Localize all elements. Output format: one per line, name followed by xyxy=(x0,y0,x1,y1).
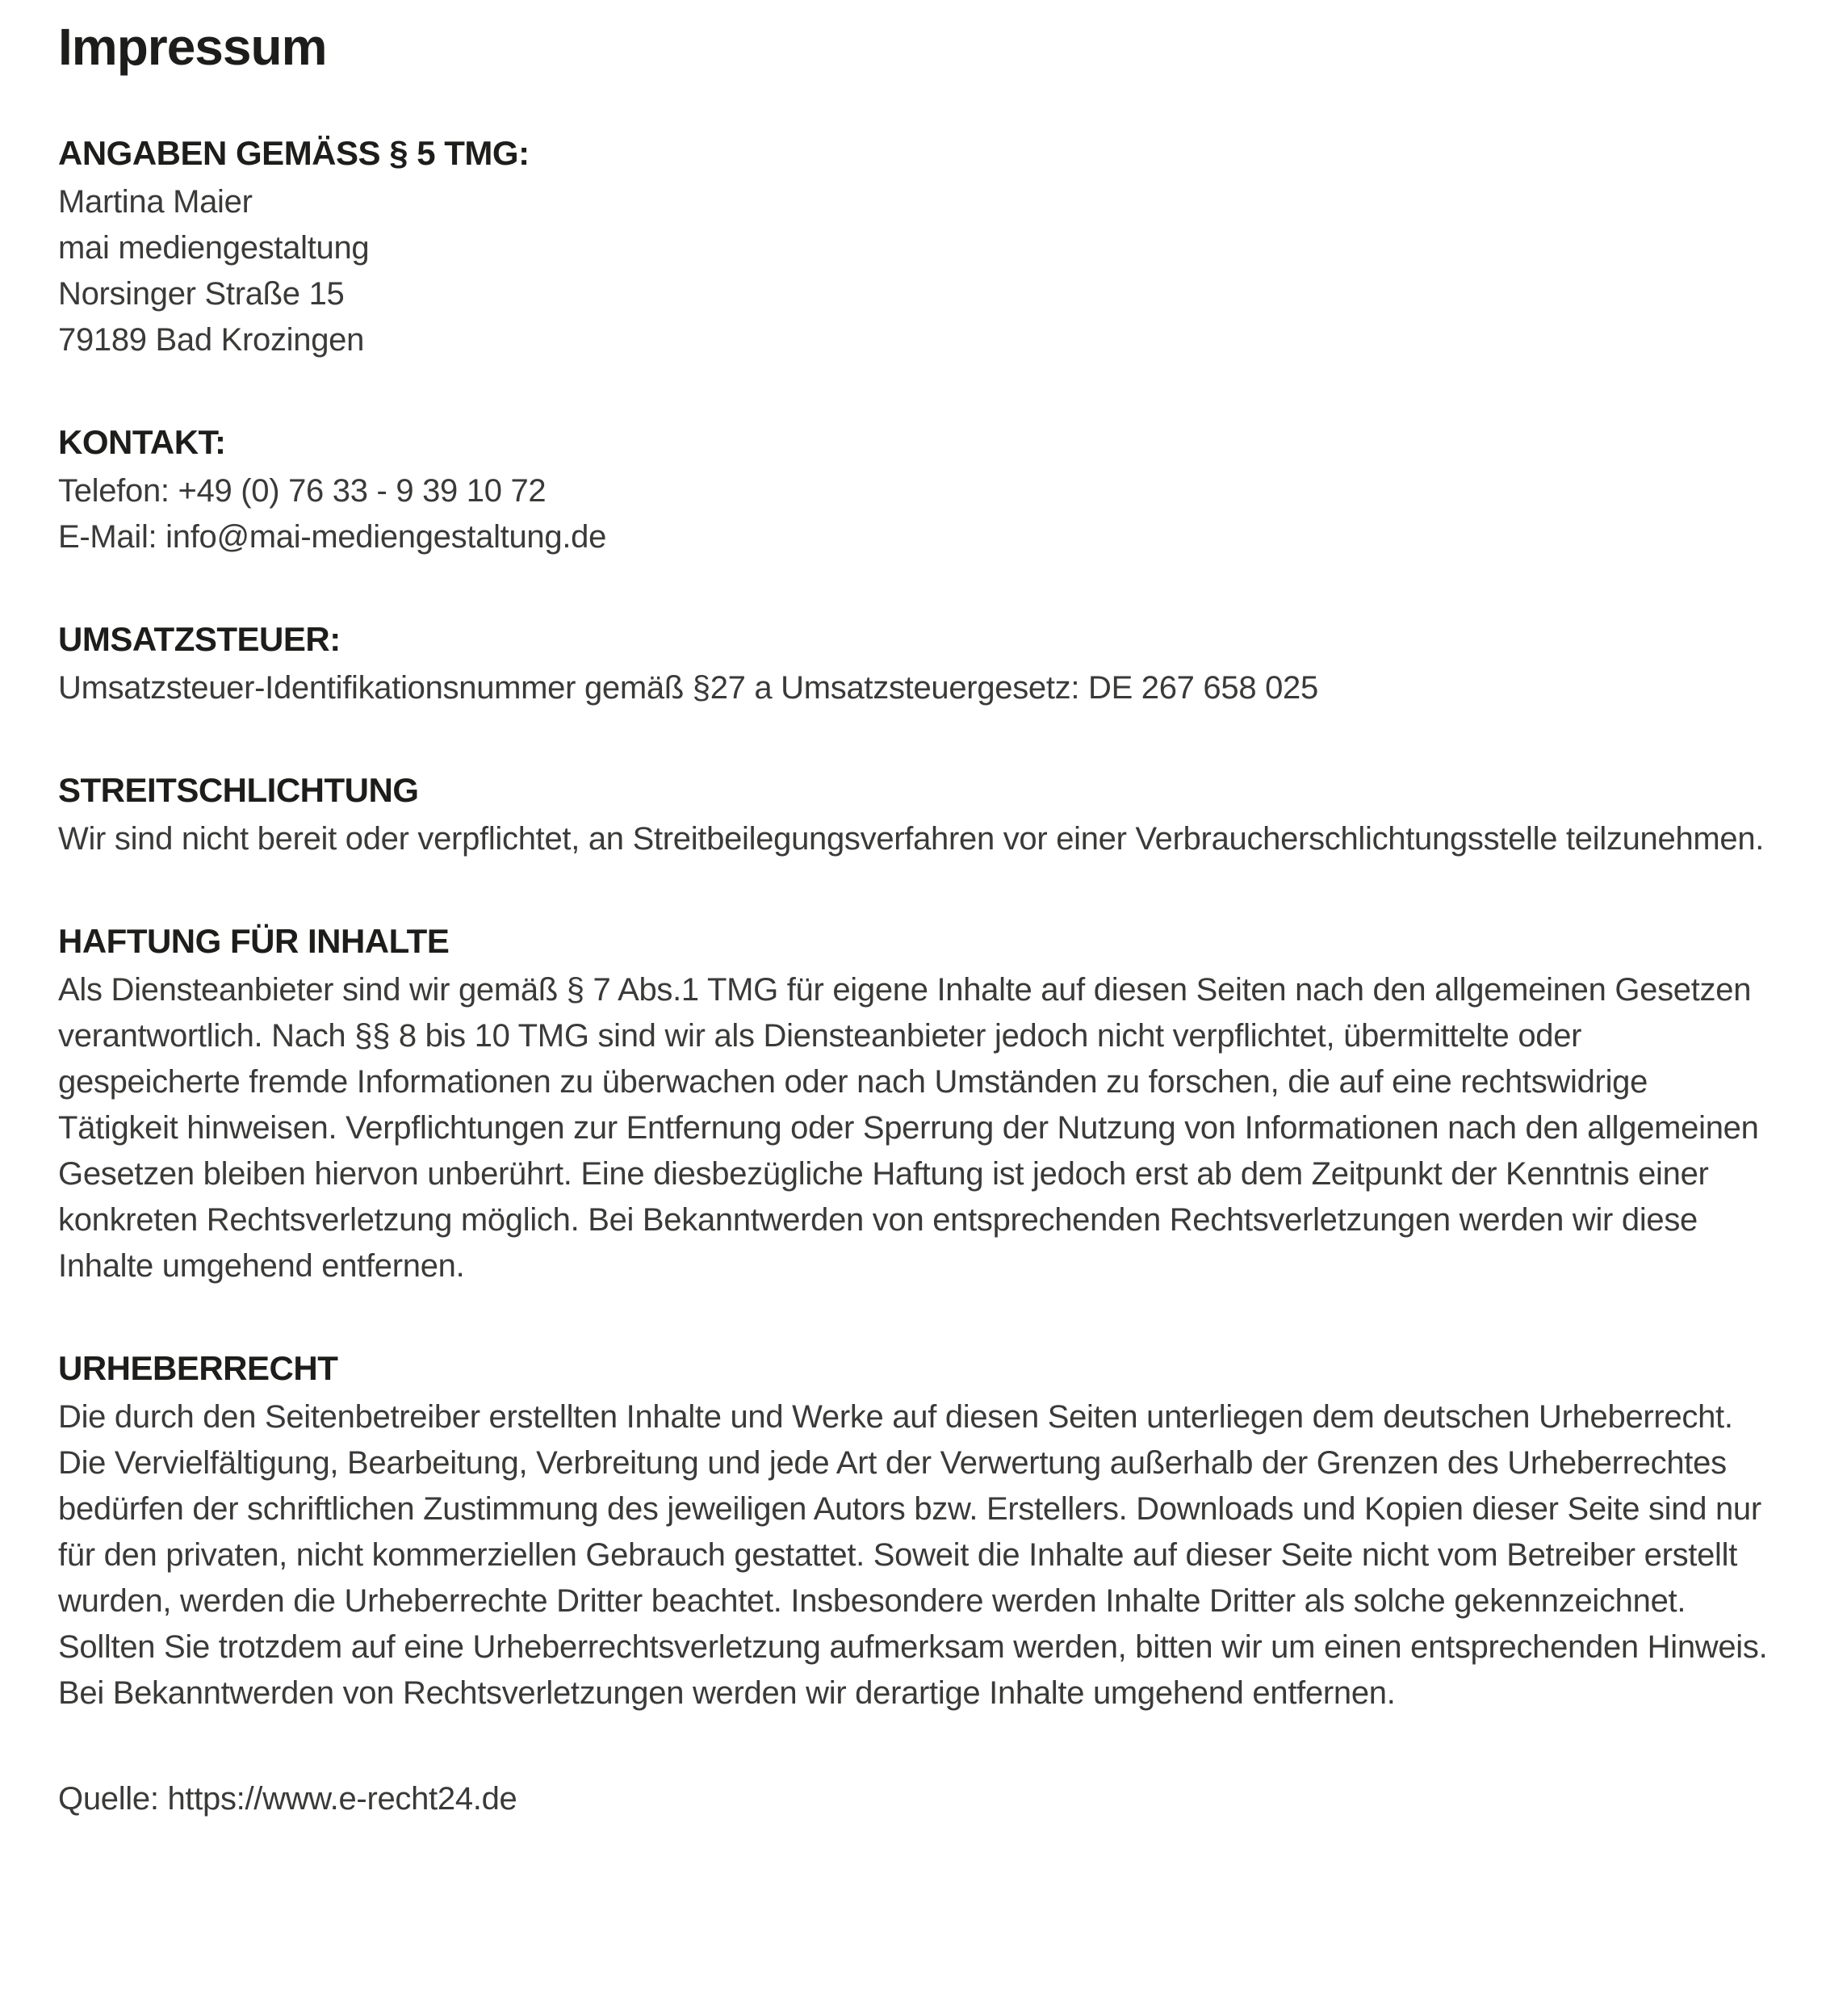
section-heading-angaben-tmg: ANGABEN GEMÄSS § 5 TMG: xyxy=(58,134,530,172)
company-name: mai mediengestaltung xyxy=(58,230,370,266)
section-urheberrecht xyxy=(58,1349,1769,1716)
section-haftung-fuer-inhalte xyxy=(58,922,1769,1289)
section-umsatzsteuer xyxy=(58,620,1769,711)
source-note: Quelle: https://www.e-recht24.de xyxy=(58,1781,517,1817)
haftung-paragraph: Als Diensteanbieter sind wir gemäß § 7 Abs.1 TMG für eigene Inhalte auf diesen Seiten nach den allgemeinen Gesetzen verantwortlich. Nach §§ 8 bis 10 TMG sind wir als Diensteanbieter jedoch nicht verpflichtet, übermittelte oder gespeicherte fremde Informationen zu überwachen oder nach Umständen zu forschen, die auf eine rechtswidrige Tätigkeit hinweisen. Verpflichtungen zur Entfernung oder Sperrung der Nutzung von Informationen nach den allgemeinen Gesetzen bleiben hiervon unberührt. Eine diesbezügliche Haftung ist jedoch erst ab dem Zeitpunkt der Kenntnis einer konkreten Rechtsverletzung möglich. Bei Bekanntwerden von entsprechenden Rechtsverletzungen werden wir diese Inhalte umgehend entfernen. xyxy=(58,972,1759,1284)
city-address: 79189 Bad Krozingen xyxy=(58,322,365,358)
streitschlichtung-paragraph: Wir sind nicht bereit oder verpflichtet, an Streitbeilegungsverfahren vor einer Verbraucherschlichtungsstelle teilzunehmen. xyxy=(58,821,1765,857)
section-heading-kontakt: KONTAKT: xyxy=(58,423,226,461)
section-heading-umsatzsteuer: UMSATZSTEUER: xyxy=(58,620,341,658)
phone-line: Telefon: +49 (0) 76 33 - 9 39 10 72 xyxy=(58,473,547,509)
section-kontakt xyxy=(58,423,1769,560)
section-streitschlichtung xyxy=(58,771,1769,862)
vat-id-line: Umsatzsteuer-Identifikationsnummer gemäß §27 a Umsatzsteuergesetz: DE 267 658 025 xyxy=(58,670,1318,706)
section-angaben-tmg xyxy=(58,134,1769,363)
provider-name: Martina Maier xyxy=(58,184,253,220)
section-heading-haftung: HAFTUNG FÜR INHALTE xyxy=(58,922,450,960)
urheberrecht-paragraph: Die durch den Seitenbetreiber erstellten Inhalte und Werke auf diesen Seiten unterliegen dem deutschen Urheberrecht. Die Vervielfältigung, Bearbeitung, Verbreitung und jede Art der Verwertung außerhalb der Grenzen des Urheberrechtes bedürfen der schriftlichen Zustimmung des jeweiligen Autors bzw. Erstellers. Downloads und Kopien dieser Seite sind nur für den privaten, nicht kommerziellen Gebrauch gestattet. Soweit die Inhalte auf dieser Seite nicht vom Betreiber erstellt wurden, werden die Urheberrechte Dritter beachtet. Insbesondere werden Inhalte Dritter als solche gekennzeichnet. Sollten Sie trotzdem auf eine Urheberrechtsverletzung aufmerksam werden, bitten wir um einen entsprechenden Hinweis. Bei Bekanntwerden von Rechtsverletzungen werden wir derartige Inhalte umgehend entfernen. xyxy=(58,1399,1768,1711)
street-address: Norsinger Straße 15 xyxy=(58,276,345,312)
email-line: E-Mail: info@mai-mediengestaltung.de xyxy=(58,519,607,555)
page-title: Impressum xyxy=(58,18,327,76)
section-heading-streitschlichtung: STREITSCHLICHTUNG xyxy=(58,771,419,809)
section-heading-urheberrecht: URHEBERRECHT xyxy=(58,1349,338,1387)
